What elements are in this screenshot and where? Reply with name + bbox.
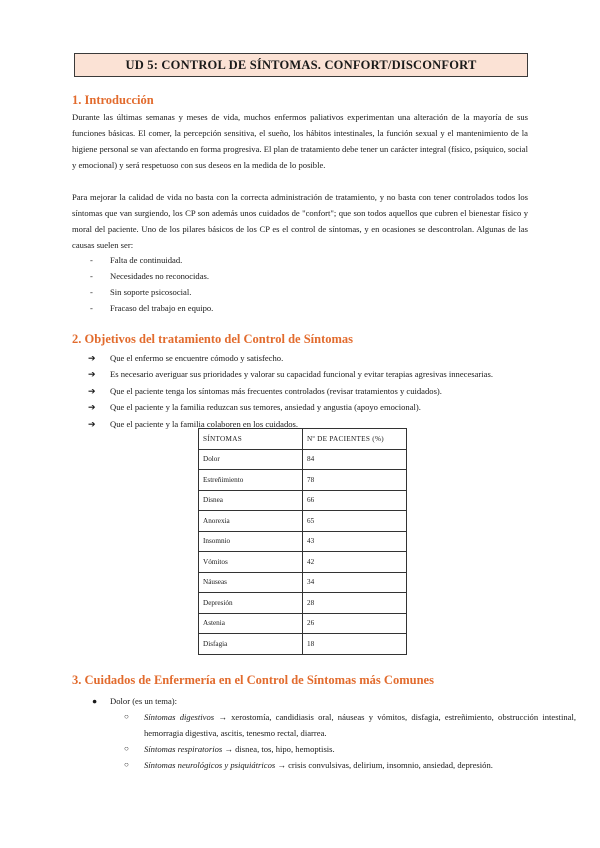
symptom-group-label: Síntomas respiratorios — [144, 744, 223, 754]
list-item — [92, 693, 576, 773]
table-row — [199, 613, 407, 634]
table-row — [199, 470, 407, 491]
table-cell: Anorexia — [199, 511, 303, 532]
table-cell: 26 — [303, 613, 407, 634]
list-item: - Fracaso del trabajo en equipo. — [90, 300, 213, 316]
symptom-group-label: Síntomas neurológicos y psiquiátricos — [144, 760, 276, 770]
table-cell: 78 — [303, 470, 407, 491]
causes-list — [90, 252, 213, 316]
table-cell: 43 — [303, 531, 407, 552]
document-title: UD 5: CONTROL DE SÍNTOMAS. CONFORT/DISCONFORT — [74, 53, 528, 77]
table-row — [199, 490, 407, 511]
table-cell: 65 — [303, 511, 407, 532]
list-item: - Necesidades no reconocidas. — [90, 268, 213, 284]
table-row — [199, 552, 407, 573]
list-item — [124, 741, 576, 757]
table-row — [199, 511, 407, 532]
arrow-right-icon: ➔ — [88, 353, 96, 363]
table-cell: 42 — [303, 552, 407, 573]
table-row — [199, 449, 407, 470]
table-cell: 84 — [303, 449, 407, 470]
arrow-right-icon: ➔ — [88, 385, 96, 396]
dash-bullet-icon: - — [90, 287, 93, 297]
table-row — [199, 634, 407, 655]
section-1-title: 1. Introducción — [72, 93, 154, 107]
table-cell: Depresión — [199, 593, 303, 614]
table-cell: Náuseas — [199, 572, 303, 593]
symptom-group-label: Síntomas digestivos — [144, 712, 215, 722]
circle-bullet-icon: ○ — [124, 760, 129, 769]
symptoms-table — [198, 428, 407, 655]
list-item: ➔ Que el enfermo se encuentre cómodo y satisfecho. — [88, 350, 493, 366]
section-3-title: 3. Cuidados de Enfermería en el Control de Síntomas más Comunes — [72, 673, 434, 687]
list-item: - Falta de continuidad. — [90, 252, 213, 268]
arrow-right-icon: ➔ — [88, 369, 96, 380]
list-item — [124, 709, 576, 741]
table-cell: Disfagia — [199, 634, 303, 655]
table-cell: 28 — [303, 593, 407, 614]
table-row — [199, 593, 407, 614]
dash-bullet-icon: - — [90, 271, 93, 281]
dash-bullet-icon: - — [90, 255, 93, 265]
table-header-row — [199, 429, 407, 450]
symptom-groups-list — [124, 709, 576, 773]
section-2-title: 2. Objetivos del tratamiento del Control de Síntomas — [72, 332, 354, 346]
list-item: ➔ Que el paciente y la familia reduzcan sus temores, ansiedad y angustia (apoyo emocional). — [88, 399, 493, 415]
symptom-group-text: → disnea, tos, hipo, hemoptisis. — [222, 744, 335, 754]
bullet-text: Dolor (es un tema): — [110, 696, 178, 706]
table-cell: 18 — [303, 634, 407, 655]
dash-bullet-icon: - — [90, 303, 93, 313]
list-item: ➔ Es necesario averiguar sus prioridades y valorar su capacidad funcional y evitar terapias agresivas innecesarias. — [88, 366, 493, 382]
intro-paragraph-2: Para mejorar la calidad de vida no basta con la correcta administración de tratamiento, y no basta con tener controlados todos los síntomas que van surgiendo, los CP son además unos cuidados de "confort"; que son todos aquellos que cubren el bienestar físico y moral del paciente. Uno de los pilares básicos de los CP es el control de síntomas, y en ocasiones se descontrolan. Algunas de las causas suelen ser: — [72, 192, 528, 250]
circle-bullet-icon: ○ — [124, 744, 129, 753]
table-header: SÍNTOMAS — [199, 429, 303, 450]
intro-paragraph-1: Durante las últimas semanas y meses de vida, muchos enfermos paliativos experimentan una alteración de la mayoría de sus funciones básicas. El comer, la percepción sensitiva, el sueño, los hábitos intestinales, la función sexual y el mantenimiento de la higiene personal se van afectando en forma progresiva. El plan de tratamiento debe tener un carácter integral (físico, psíquico, social y emocional) y será respetuoso con sus deseos en la medida de lo posible. — [72, 112, 528, 170]
bullet-dot-icon: ● — [92, 696, 98, 706]
table-cell: Dolor — [199, 449, 303, 470]
table-header: Nº DE PACIENTES (%) — [303, 429, 407, 450]
list-item — [124, 757, 576, 773]
table-cell: Disnea — [199, 490, 303, 511]
table-cell: Vómitos — [199, 552, 303, 573]
list-item: ➔ Que el paciente y la familia colaboren en los cuidados. — [88, 416, 493, 432]
table-row — [199, 531, 407, 552]
table-cell: Insomnio — [199, 531, 303, 552]
symptom-group-text: → xerostomía, candidiasis oral, náuseas y vómitos, disfagia, estreñimiento, obstrucción intestinal, hemorragia digestiva, ascitis, tenesmo rectal, diarrea. — [144, 712, 576, 738]
symptom-group-text: → crisis convulsivas, delirium, insomnio, ansiedad, depresión. — [275, 760, 493, 770]
circle-bullet-icon: ○ — [124, 712, 129, 721]
care-list — [92, 693, 576, 773]
table-cell: Astenia — [199, 613, 303, 634]
table-cell: Estreñimiento — [199, 470, 303, 491]
table-row — [199, 572, 407, 593]
table-cell: 34 — [303, 572, 407, 593]
list-item: - Sin soporte psicosocial. — [90, 284, 213, 300]
arrow-right-icon: ➔ — [88, 402, 96, 413]
arrow-right-icon: ➔ — [88, 418, 96, 429]
table-cell: 66 — [303, 490, 407, 511]
list-item: ➔ Que el paciente tenga los síntomas más frecuentes controlados (revisar tratamientos y cuidados). — [88, 383, 493, 399]
objectives-list — [88, 350, 493, 432]
